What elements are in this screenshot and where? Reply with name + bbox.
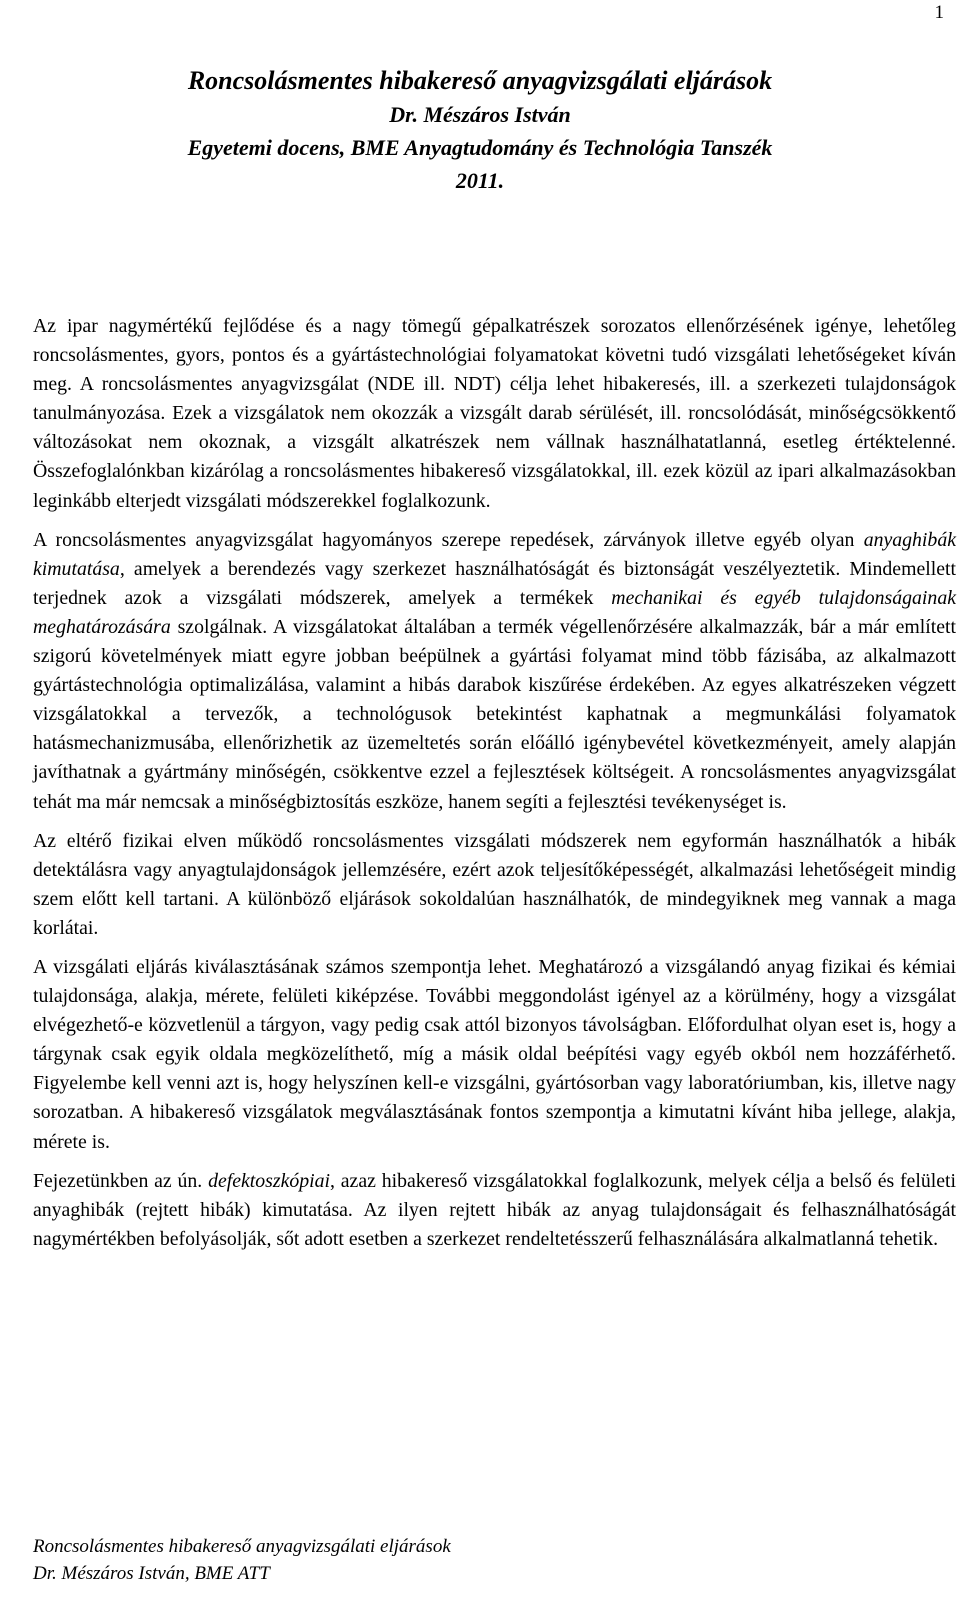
paragraph-traditional-role [33, 526, 956, 817]
page-number: 1 [934, 2, 944, 23]
document-author: Dr. Mészáros István [389, 102, 571, 127]
paragraph-defectoscopy [33, 1167, 956, 1254]
footer-author: Dr. Mészáros István, BME ATT [33, 1563, 270, 1584]
emphasis-defectoscopy: defektoszkópiai [208, 1169, 331, 1192]
paragraph-method-limits: Az eltérő fizikai elven működő roncsolásmentes vizsgálati módszerek nem egyformán használhatók a hibák detektálásra vagy anyagtulajdonságok jellemzésére, ezért azok teljesítőképességét, alkalmazási lehetőségeit mindig szem előtt kell tartani. A különböző eljárások sokoldalúan használhatók, de mindegyiknek meg vannak a maga korlátai. [33, 829, 956, 939]
paragraph-text-segment: szolgálnak. A vizsgálatokat általában a termék végellenőrzésére alkalmazzák, bár a már említett szigorú követelmények miatt egyre jobban beépülnek a gyártási folyamat mind több fázisába, az alkalmazott gyártástechnológia optimalizálása, valamint a hibás darabok kiszűrése érdekében. Az egyes alkatrészeken végzett vizsgálatokkal a tervezők, a technológusok betekintést kaphatnak a megmunkálási folyamatok hatásmechanizmusába, ellenőrizhetik az üzemeltetés során előálló igénybevétel következményeit, amely alapján javíthatnak a gyártmány minőségén, csökkentve ezzel a fejlesztések költségeit. A roncsolásmentes anyagvizsgálat tehát ma már nemcsak a minőségbiztosítás eszköze, hanem segíti a fejlesztési tevékenységet is. [33, 615, 956, 813]
document-year: 2011. [455, 168, 505, 193]
document-body [33, 312, 956, 1264]
emphasis-property-determination: mechanikai és egyéb tulajdonságainak meghatározására [33, 586, 956, 638]
paragraph-text-segment: Fejezetünkben az ún. [33, 1169, 209, 1192]
paragraph-text-segment: A roncsolásmentes anyagvizsgálat hagyományos szerepe repedések, zárványok illetve egyéb olyan [33, 528, 864, 551]
footer-title: Roncsolásmentes hibakereső anyagvizsgálati eljárások [33, 1536, 451, 1557]
document-title: Roncsolásmentes hibakereső anyagvizsgálati eljárások [187, 66, 773, 95]
paragraph-text-segment: , amelyek a berendezés vagy szerkezet használhatóságát és biztonságát veszélyeztetik. Mindemellett terjednek azok a vizsgálati módszerek, amelyek a termékek [33, 557, 956, 609]
emphasis-defect-detection: anyaghibák kimutatása [33, 528, 956, 580]
paragraph-selection-criteria: A vizsgálati eljárás kiválasztásának számos szempontja lehet. Meghatározó a vizsgálandó anyag fizikai és kémiai tulajdonsága, alakja, mérete, felületi kiképzése. További meggondolást igényel az a körülmény, hogy a vizsgálat elvégezhető-e közvetlenül a tárgyon, vagy pedig csak attól bizonyos távolságban. Előfordulhat olyan eset is, hogy a tárgynak csak egyik oldala megközelíthető, míg a másik oldal beépítési vagy egyéb okból nem hozzáférhető. Figyelembe kell venni azt is, hogy helyszínen kell-e vizsgálni, gyártósorban vagy laboratóriumban, kis, illetve nagy sorozatban. A hibakereső vizsgálatok megválasztásának fontos szempontja a kimutatni kívánt hiba jellege, alakja, mérete is. [33, 955, 956, 1153]
document-affiliation: Egyetemi docens, BME Anyagtudomány és Technológia Tanszék [187, 135, 773, 160]
paragraph-text-segment: , azaz hibakereső vizsgálatokkal foglalkozunk, melyek célja a belső és felületi anyaghibák (rejtett hibák) kimutatása. Az ilyen rejtett hibák az anyag tulajdonságait és felhasználhatóságát nagymértékben befolyásolják, sőt adott esetben a szerkezet rendeltetésszerű felhasználására alkalmatlanná tehetik. [33, 1169, 956, 1250]
page-footer [33, 1533, 451, 1587]
document-header [0, 64, 960, 197]
paragraph-intro: Az ipar nagymértékű fejlődése és a nagy tömegű gépalkatrészek sorozatos ellenőrzésének igénye, lehetőleg roncsolásmentes, gyors, pontos és a gyártástechnológiai folyamatokat követni tudó vizsgálati lehetőségeket kíván meg. A roncsolásmentes anyagvizsgálat (NDE ill. NDT) célja lehet hibakeresés, ill. a szerkezeti tulajdonságok tanulmányozása. Ezek a vizsgálatok nem okozzák a vizsgált darab sérülését, ill. roncsolódását, minőségcsökkentő változásokat nem okoznak, a vizsgált alkatrészek nem vállnak használhatatlanná, esetleg értéktelenné. Összefoglalónkban kizárólag a roncsolásmentes hibakereső vizsgálatokkal, ill. ezek közül az ipari alkalmazásokban leginkább elterjedt vizsgálati módszerekkel foglalkozunk. [33, 315, 956, 512]
